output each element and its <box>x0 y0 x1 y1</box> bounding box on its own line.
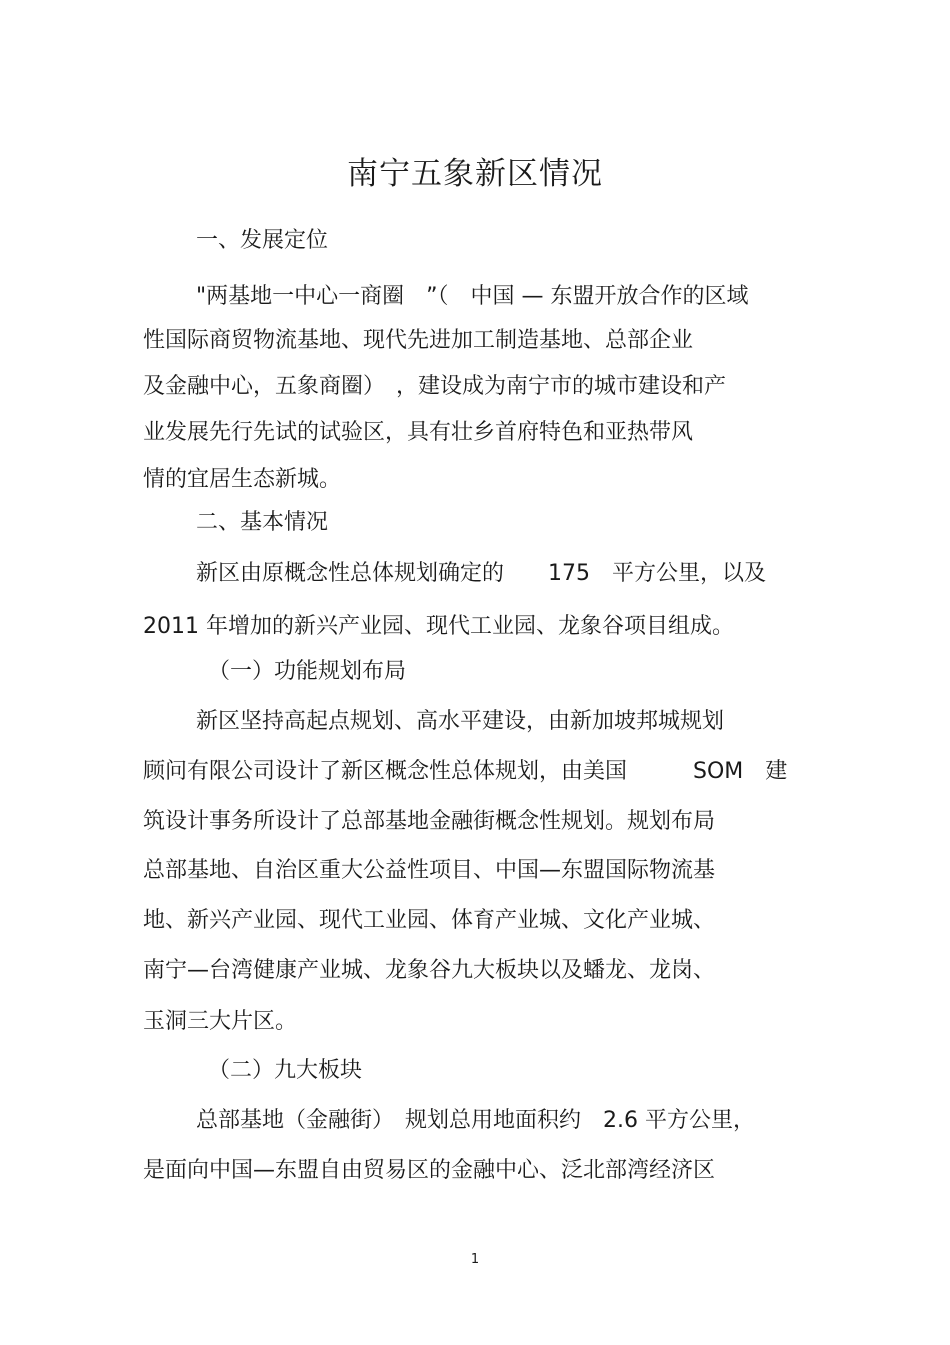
paragraph-line: "两基地一中心一商圈 ”（ 中国 — 东盟开放合作的区域 <box>196 284 749 309</box>
paragraph-line: 南宁—台湾健康产业城、龙象谷九大板块以及蟠龙、龙岗、 <box>143 958 716 983</box>
paragraph-line: 地、新兴产业园、现代工业园、体育产业城、文化产业城、 <box>143 908 716 933</box>
section-heading-development-positioning: 一、发展定位 <box>196 228 329 253</box>
paragraph-line: 2011 年增加的新兴产业园、现代工业园、龙象谷项目组成。 <box>143 614 734 639</box>
paragraph-line: 新区由原概念性总体规划确定的 175 平方公里，以及 <box>196 561 766 586</box>
paragraph-line: 业发展先行先试的试验区，具有壮乡首府特色和亚热带风 <box>143 420 694 445</box>
section-heading-basic-situation: 二、基本情况 <box>196 510 329 535</box>
paragraph-line: 玉洞三大片区。 <box>143 1009 298 1034</box>
paragraph-line: 总部基地（金融街） 规划总用地面积约 2.6 平方公里， <box>196 1108 755 1133</box>
subsection-heading-functional-layout: （一）功能规划布局 <box>208 659 407 684</box>
page-number: 1 <box>470 1252 480 1267</box>
paragraph-line: 顾问有限公司设计了新区概念性总体规划，由美国 SOM 建 <box>143 759 788 784</box>
document-title: 南宁五象新区情况 <box>347 156 603 192</box>
paragraph-line: 新区坚持高起点规划、高水平建设，由新加坡邦城规划 <box>196 709 725 734</box>
paragraph-line: 及金融中心，五象商圈） ，建设成为南宁市的城市建设和产 <box>143 374 727 399</box>
paragraph-line: 情的宜居生态新城。 <box>143 467 342 492</box>
paragraph-line: 总部基地、自治区重大公益性项目、中国—东盟国际物流基 <box>143 858 716 883</box>
paragraph-line: 筑设计事务所设计了总部基地金融街概念性规划。规划布局 <box>143 809 716 834</box>
paragraph-line: 性国际商贸物流基地、现代先进加工制造基地、总部企业 <box>143 328 694 353</box>
subsection-heading-nine-blocks: （二）九大板块 <box>208 1058 363 1083</box>
paragraph-line: 是面向中国—东盟自由贸易区的金融中心、泛北部湾经济区 <box>143 1158 716 1183</box>
